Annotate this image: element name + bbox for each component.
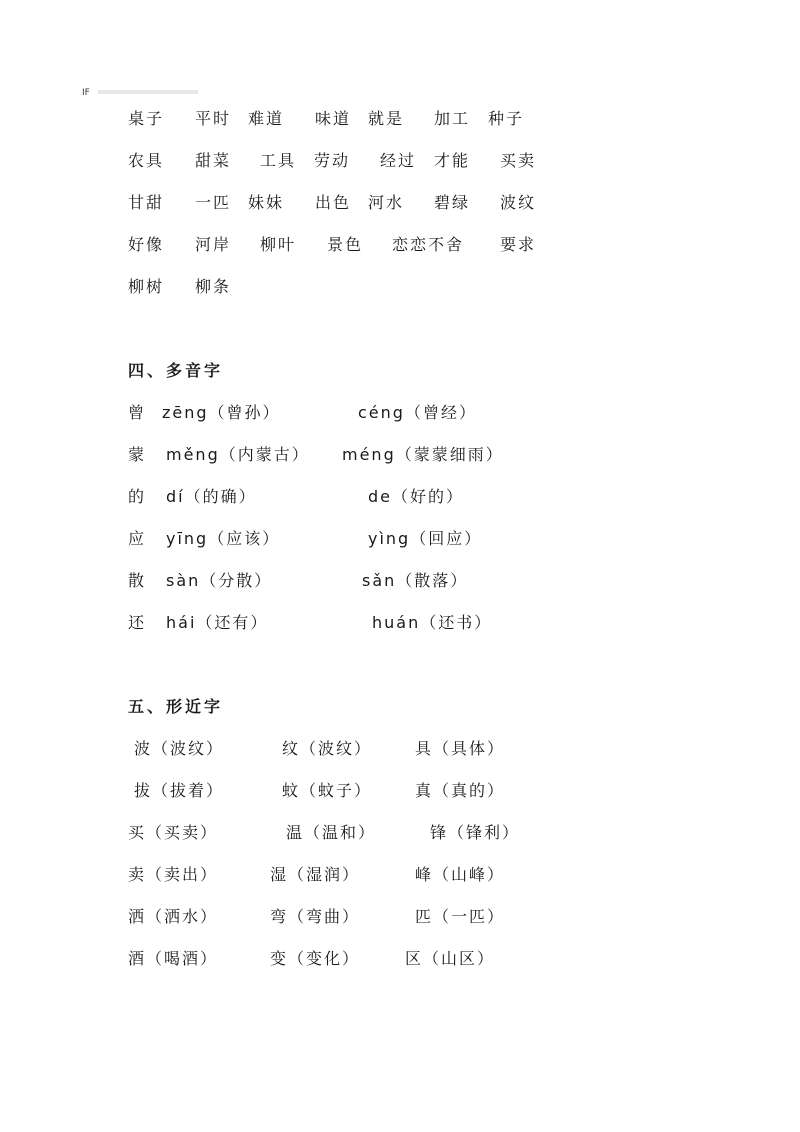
poly-reading: yìng（回应） [368, 529, 483, 548]
vocab-word: 好像 [128, 235, 165, 254]
vocab-word: 劳动 [314, 151, 351, 170]
similar-char-entry: 峰（山峰） [415, 865, 506, 884]
poly-reading: céng（曾经） [358, 403, 477, 422]
vocab-word: 农具 [128, 151, 165, 170]
poly-char: 还 [128, 613, 147, 632]
similar-char-entry: 蚊（蚊子） [282, 781, 373, 800]
vocab-word: 才能 [434, 151, 471, 170]
poly-reading: yīng（应该） [166, 529, 281, 548]
poly-char: 的 [128, 487, 147, 506]
vocab-word: 经过 [380, 151, 417, 170]
scan-artifact [98, 90, 198, 94]
poly-reading: měng（内蒙古） [166, 445, 310, 464]
vocab-word: 甜菜 [195, 151, 232, 170]
poly-char: 散 [128, 571, 147, 590]
vocab-word: 工具 [260, 151, 297, 170]
similar-char-entry: 湿（湿润） [270, 865, 361, 884]
section-title: 四、多音字 [128, 361, 224, 380]
vocab-word: 恋恋不舍 [392, 235, 465, 254]
poly-reading: huán（还书） [372, 613, 493, 632]
poly-reading: hái（还有） [166, 613, 269, 632]
similar-char-entry: 卖（卖出） [128, 865, 219, 884]
vocab-word: 要求 [500, 235, 537, 254]
similar-char-entry: 弯（弯曲） [270, 907, 361, 926]
vocab-word: 河水 [368, 193, 405, 212]
similar-char-entry: 锋（锋利） [430, 823, 521, 842]
similar-char-entry: 酒（喝酒） [128, 949, 219, 968]
poly-char: 蒙 [128, 445, 147, 464]
vocab-word: 一匹 [195, 193, 232, 212]
section-title: 五、形近字 [128, 697, 224, 716]
similar-char-entry: 真（真的） [415, 781, 506, 800]
similar-char-entry: 波（波纹） [134, 739, 225, 758]
vocab-word: 出色 [315, 193, 352, 212]
poly-reading: sàn（分散） [166, 571, 273, 590]
vocab-word: 桌子 [128, 109, 165, 128]
vocab-word: 味道 [315, 109, 352, 128]
vocab-word: 买卖 [500, 151, 537, 170]
similar-char-entry: 纹（波纹） [282, 739, 373, 758]
vocab-word: 景色 [327, 235, 364, 254]
similar-char-entry: 具（具体） [415, 739, 506, 758]
vocab-word: 平时 [195, 109, 232, 128]
vocab-word: 加工 [434, 109, 471, 128]
vocab-word: 柳条 [195, 277, 232, 296]
similar-char-entry: 匹（一匹） [415, 907, 506, 926]
poly-reading: de（好的） [368, 487, 465, 506]
poly-char: 曾 [128, 403, 147, 422]
vocab-word: 难道 [248, 109, 285, 128]
poly-reading: dí（的确） [166, 487, 257, 506]
vocab-word: 河岸 [195, 235, 232, 254]
vocab-word: 柳叶 [260, 235, 297, 254]
similar-char-entry: 买（买卖） [128, 823, 219, 842]
vocab-word: 就是 [368, 109, 405, 128]
similar-char-entry: 洒（洒水） [128, 907, 219, 926]
poly-reading: méng（蒙蒙细雨） [342, 445, 504, 464]
vocab-word: 柳树 [128, 277, 165, 296]
poly-reading: sǎn（散落） [362, 571, 469, 590]
similar-char-entry: 区（山区） [405, 949, 496, 968]
header-mark: IF [82, 88, 90, 98]
vocab-word: 种子 [488, 109, 525, 128]
vocab-word: 甘甜 [128, 193, 165, 212]
similar-char-entry: 变（变化） [270, 949, 361, 968]
poly-reading: zēng（曾孙） [162, 403, 281, 422]
vocab-word: 妹妹 [248, 193, 285, 212]
poly-char: 应 [128, 529, 147, 548]
vocab-word: 碧绿 [434, 193, 471, 212]
similar-char-entry: 拔（拔着） [134, 781, 225, 800]
vocab-word: 波纹 [500, 193, 537, 212]
similar-char-entry: 温（温和） [286, 823, 377, 842]
